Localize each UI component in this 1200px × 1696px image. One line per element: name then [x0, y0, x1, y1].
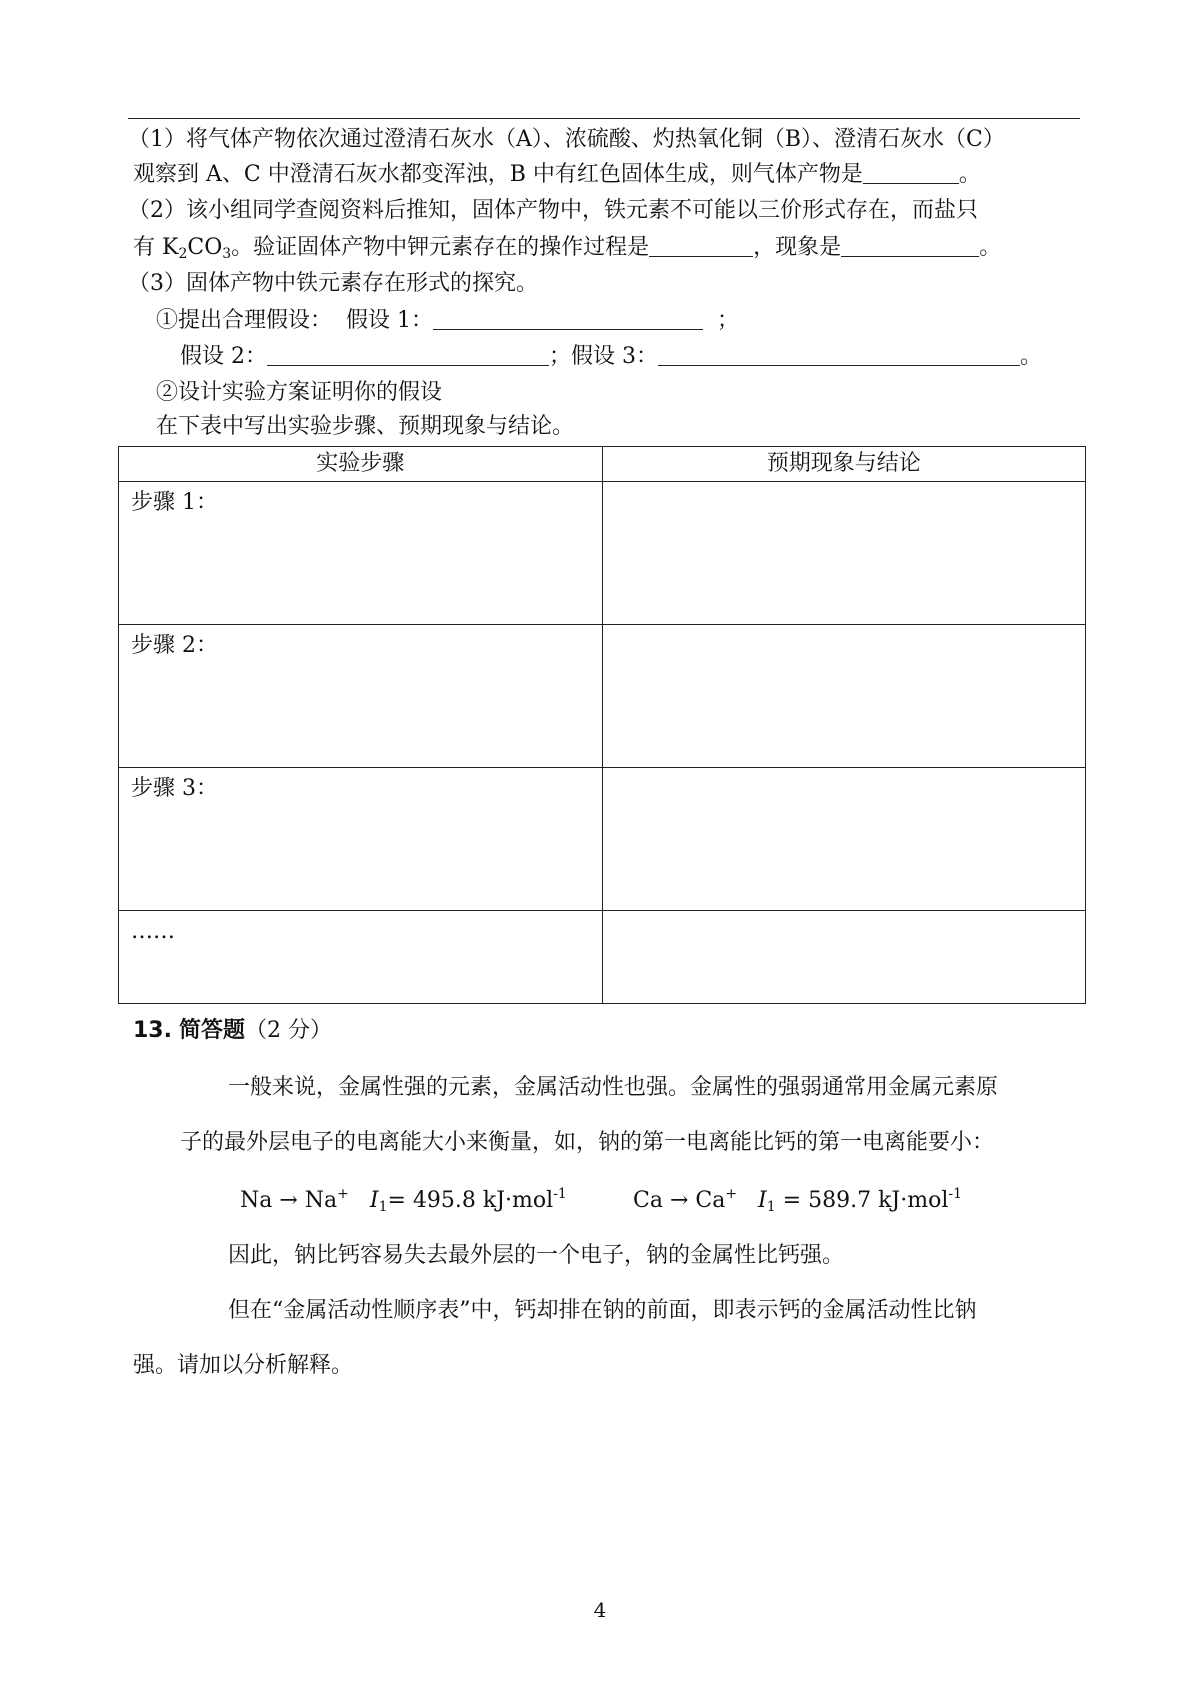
equation-sodium: Na → Na+ $I_1= 495.8$ kJ·mol$^{-1}$	[240, 1186, 567, 1215]
table-header-row	[119, 447, 1086, 482]
step-3-cell[interactable]: 步骤 3：	[119, 768, 603, 911]
header-rule	[128, 118, 1080, 119]
q13-paragraph2: 因此，钠比钙容易失去最外层的一个电子，钠的金属性比钙强。	[228, 1243, 845, 1268]
step-1-cell[interactable]: 步骤 1：	[119, 482, 603, 625]
hypothesis-line1: ①提出合理假设： 假设 1： ；	[156, 308, 740, 333]
experiment-table	[118, 446, 1086, 1004]
q13-paragraph1-line1: 一般来说，金属性强的元素，金属活动性也强。金属性的强弱通常用金属元素原	[228, 1075, 999, 1100]
result-more-cell[interactable]	[602, 911, 1086, 1004]
design-line: ②设计实验方案证明你的假设	[156, 380, 443, 405]
table-row	[119, 482, 1086, 625]
result-3-cell[interactable]	[602, 768, 1086, 911]
part2-line2: 有 $K_2CO_3$。验证固体产物中钾元素存在的操作过程是 ，现象是 。	[133, 235, 1002, 262]
answer-blank-gas[interactable]	[863, 161, 959, 184]
answer-blank-operation[interactable]	[649, 234, 753, 257]
q13-paragraph1-line2: 子的最外层电子的电离能大小来衡量，如，钠的第一电离能比钙的第一电离能要小：	[180, 1130, 995, 1155]
equation-calcium: Ca → Ca+ $I_1 = 589.7$ kJ·mol$^{-1}$	[633, 1186, 962, 1215]
result-2-cell[interactable]	[602, 625, 1086, 768]
part1-line2: 观察到 A、C 中澄清石灰水都变浑浊，B 中有红色固体生成，则气体产物是 。	[133, 162, 981, 187]
answer-blank-phenomenon[interactable]	[841, 234, 979, 257]
header-steps: 实验步骤	[119, 447, 603, 482]
instruction-line: 在下表中写出实验步骤、预期现象与结论。	[156, 414, 575, 439]
header-results: 预期现象与结论	[602, 447, 1086, 482]
part2-line1: （2）该小组同学查阅资料后推知，固体产物中，铁元素不可能以三价形式存在，而盐只	[128, 198, 978, 223]
hypothesis-line2: 假设 2： ；假设 3： 。	[180, 344, 1043, 369]
question-13-heading: 13. 简答题（2 分）	[133, 1018, 332, 1043]
answer-blank-hypothesis-1[interactable]	[433, 307, 703, 330]
answer-blank-hypothesis-3[interactable]	[658, 343, 1020, 366]
page-number: 4	[593, 1598, 607, 1622]
result-1-cell[interactable]	[602, 482, 1086, 625]
step-2-cell[interactable]: 步骤 2：	[119, 625, 603, 768]
q13-paragraph3-line1: 但在“金属活动性顺序表”中，钙却排在钠的前面，即表示钙的金属活动性比钠	[228, 1298, 977, 1323]
step-more-cell[interactable]: ……	[119, 911, 603, 1004]
table-row	[119, 911, 1086, 1004]
part1-line1: （1）将气体产物依次通过澄清石灰水（A）、浓硫酸、灼热氧化铜（B）、澄清石灰水（C）	[128, 127, 1005, 152]
table-row	[119, 625, 1086, 768]
part3-line1: （3）固体产物中铁元素存在形式的探究。	[128, 271, 538, 296]
q13-paragraph3-line2: 强。请加以分析解释。	[133, 1353, 354, 1378]
table-row	[119, 768, 1086, 911]
answer-blank-hypothesis-2[interactable]	[267, 343, 549, 366]
